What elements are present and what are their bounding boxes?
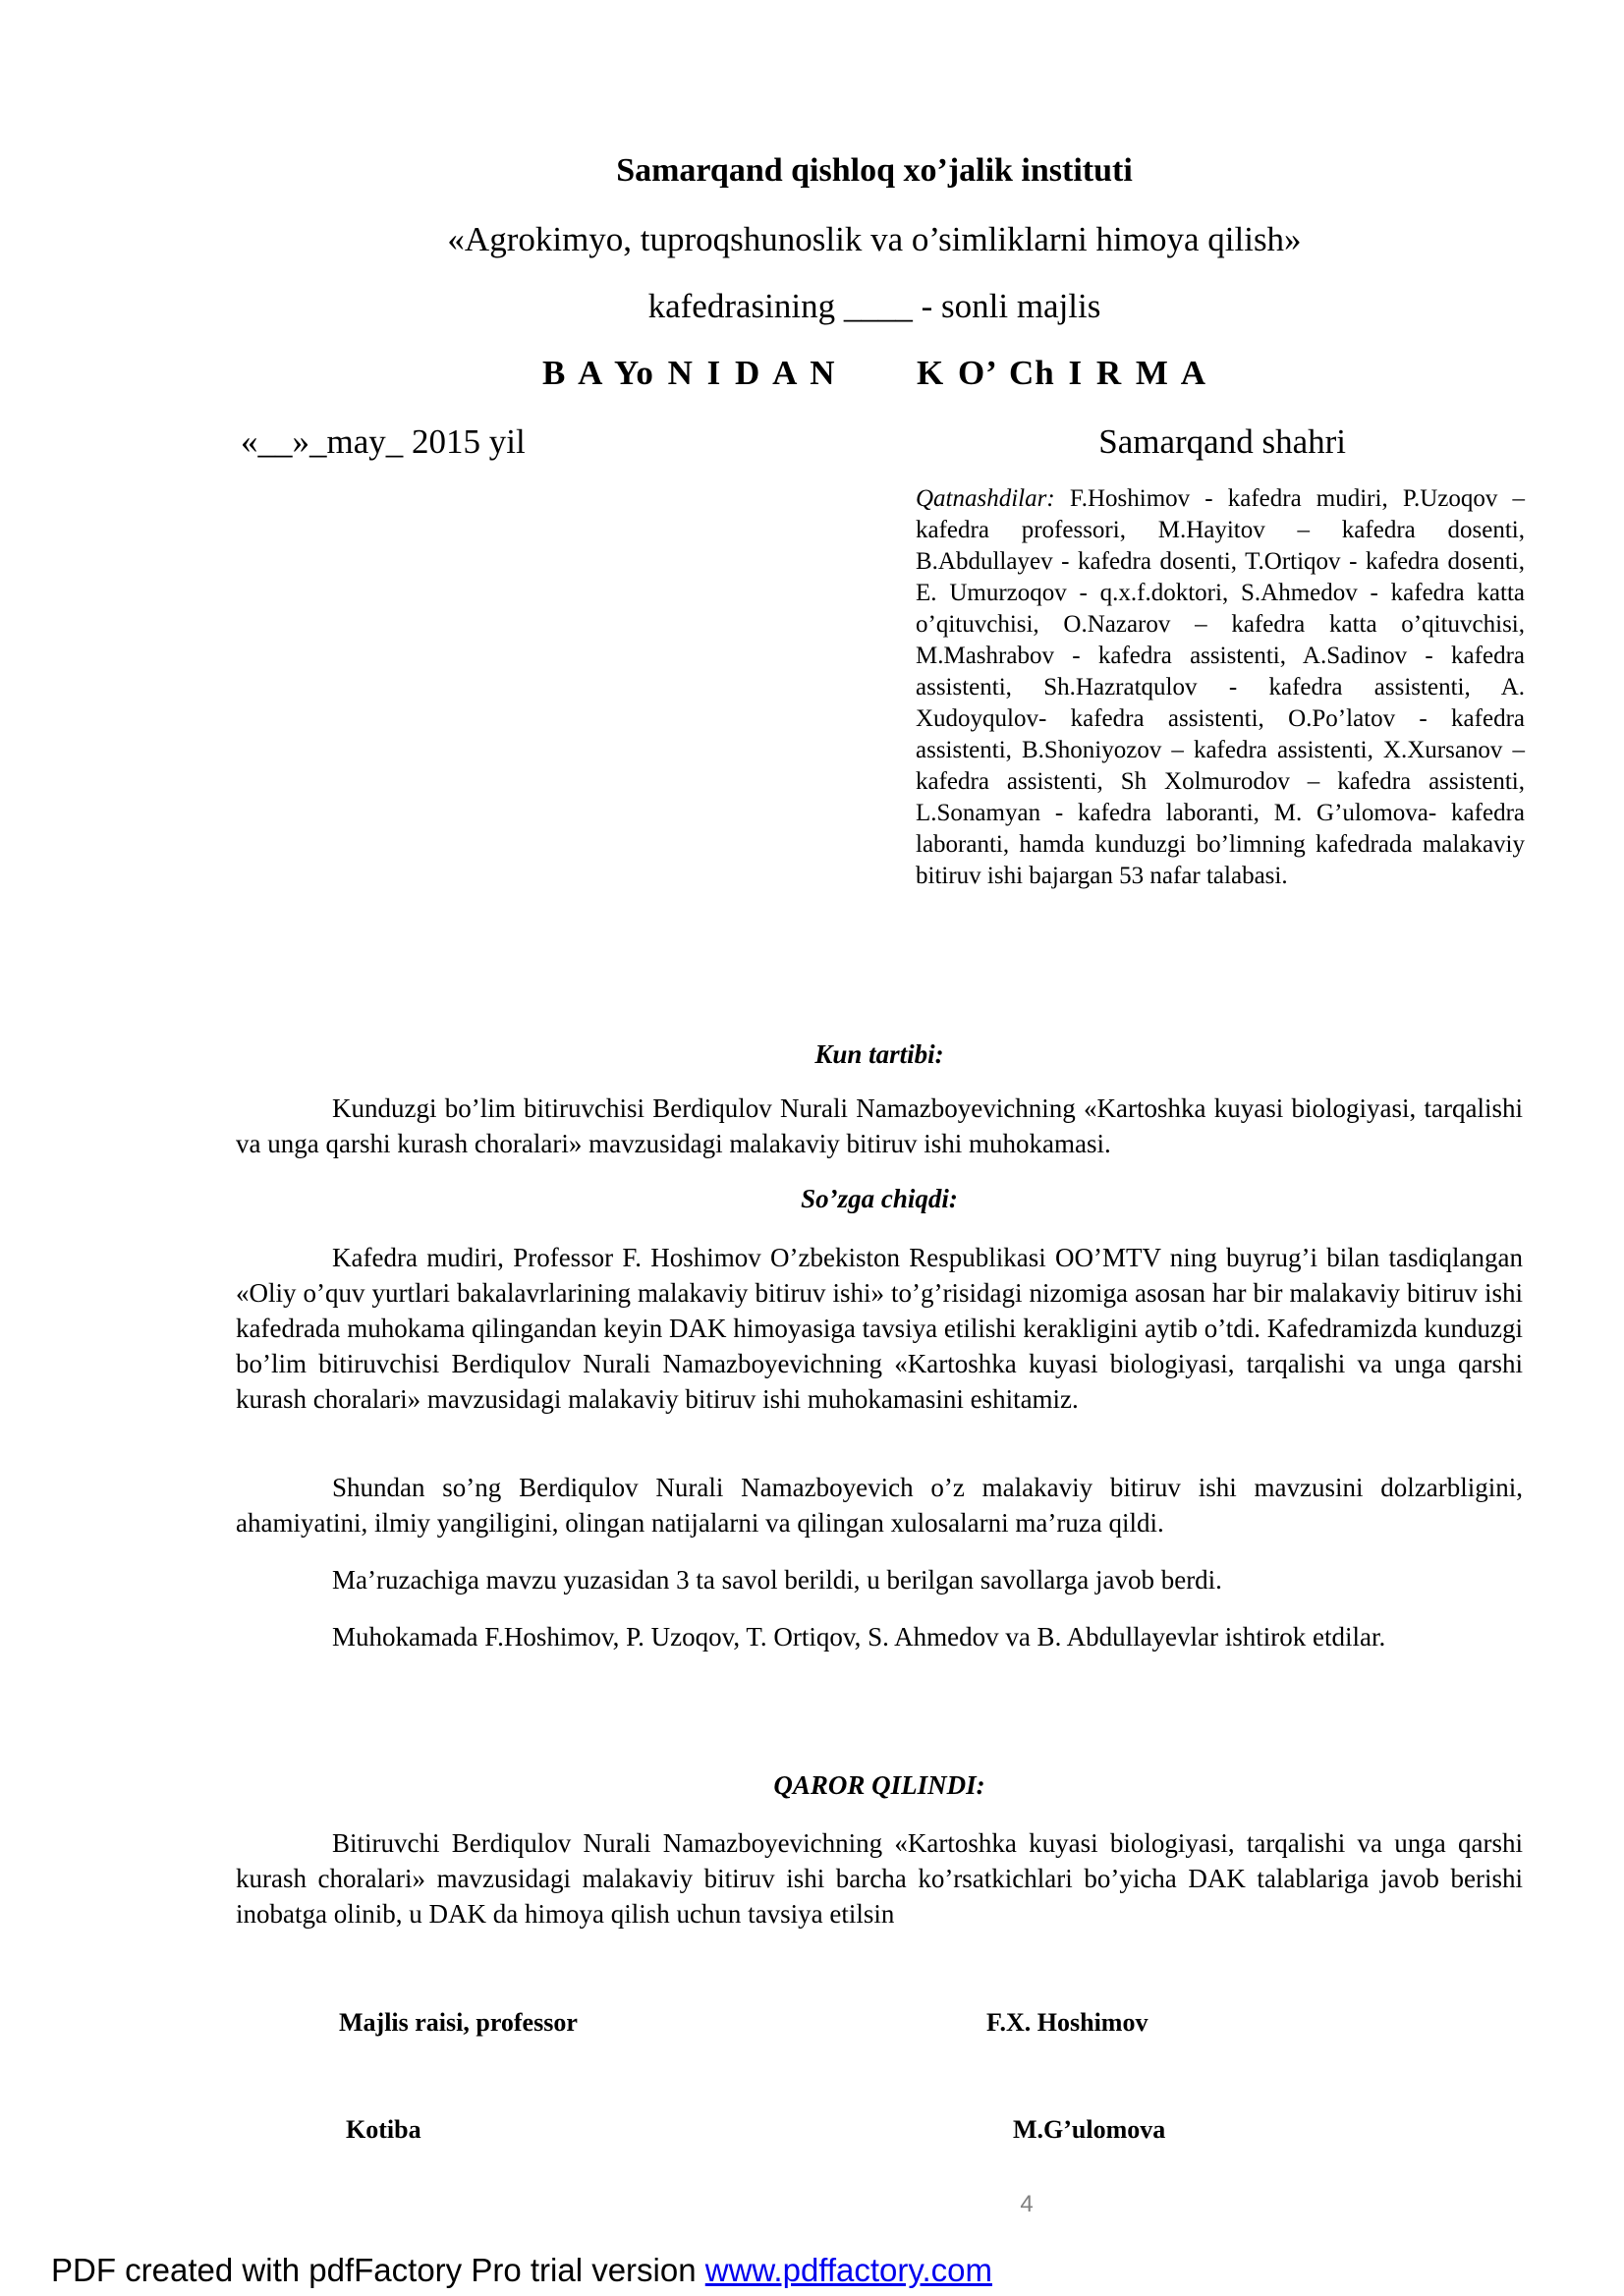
- speech-paragraph-3: Ma’ruzachiga mavzu yuzasidan 3 ta savol berildi, u berilgan savollarga javob berdi.: [332, 1565, 1222, 1595]
- chair-name: F.X. Hoshimov: [986, 2008, 1148, 2037]
- department-name: «Agrokimyo, tuproqshunoslik va o’simliklarni himoya qilish»: [447, 220, 1302, 258]
- speech-paragraph-1: Kafedra mudiri, Professor F. Hoshimov O’zbekiston Respublikasi OO’MTV ning buyrug’i bilan tasdiqlangan «Oliy o’quv yurtlari bakalavrlarining malakaviy bitiruv ishi» to’g’risidagi nizomiga asosan har bir malakaviy bitiruv ishi kafedrada muhokama qilingandan keyin DAK himoyasiga tavsiya etilishi kerakligini aytib o’tdi. Kafedramizda kunduzgi bo’lim bitiruvchisi Berdiqulov Nurali Namazboyevichning «Kartoshka kuyasi biologiyasi, tarqalishi va unga qarshi kurash choralari» mavzusidagi malakaviy bitiruv ishi muhokamasini eshitamiz.: [236, 1243, 1523, 1414]
- participants-block: [916, 483, 1525, 892]
- participants-list: F.Hoshimov - kafedra mudiri, P.Uzoqov – kafedra professori, M.Hayitov – kafedra dosenti, B.Abdullayev - kafedra dosenti, T.Ortiqov - kafedra dosenti, E. Umurzoqov - q.x.f.doktori, S.Ahmedov - kafedra katta o’qituvchisi, O.Nazarov – kafedra katta o’qituvchisi, M.Mashrabov - kafedra assistenti, A.Sadinov - kafedra assistenti, Sh.Hazratqulov - kafedra assistenti, A. Xudoyqulov- kafedra assistenti, O.Po’latov - kafedra assistenti, B.Shoniyozov – kafedra assistenti, X.Xursanov – kafedra assistenti, Sh Xolmurodov – kafedra assistenti, L.Sonamyan - kafedra laboranti, M. G’ulomova- kafedra laboranti, hamda kunduzgi bo’limning kafedrada malakaviy bitiruv ishi bajargan 53 nafar talabasi.: [916, 485, 1525, 889]
- footer-link[interactable]: www.pdffactory.com: [704, 2252, 992, 2288]
- decision-heading: QAROR QILINDI:: [773, 1770, 985, 1800]
- participants-label: Qatnashdilar:: [916, 485, 1055, 512]
- secretary-name: M.G’ulomova: [1013, 2115, 1166, 2144]
- speech-paragraph-2: Shundan so’ng Berdiqulov Nurali Namazboyevich o’z malakaviy bitiruv ishi mavzusini dolzarbligini, ahamiyatini, ilmiy yangiligini, olingan natijalarni va qilingan xulosalarni ma’ruza qildi.: [236, 1473, 1523, 1538]
- speech-paragraph-4: Muhokamada F.Hoshimov, P. Uzoqov, T. Ortiqov, S. Ahmedov va B. Abdullayevlar ishtirok etdilar.: [332, 1622, 1386, 1652]
- agenda-text: Kunduzgi bo’lim bitiruvchisi Berdiqulov Nurali Namazboyevichning «Kartoshka kuyasi biologiyasi, tarqalishi va unga qarshi kurash choralari» mavzusidagi malakaviy bitiruv ishi muhokamasi.: [236, 1093, 1523, 1158]
- footer-text: PDF created with pdfFactory Pro trial version: [51, 2252, 705, 2288]
- decision-text: Bitiruvchi Berdiqulov Nurali Namazboyevichning «Kartoshka kuyasi biologiyasi, tarqalishi va unga qarshi kurash choralari» mavzusidagi malakaviy bitiruv ishi barcha ko’rsatkichlari bo’yicha DAK talablariga javob berishi inobatga olinib, u DAK da himoya qilish uchun tavsiya etilsin: [236, 1828, 1523, 1929]
- document-title: B A Yo N I D A N K O’ Ch I R M A: [542, 354, 1206, 392]
- institution-title: Samarqand qishloq xo’jalik instituti: [616, 152, 1133, 189]
- chair-role: Majlis raisi, professor: [339, 2008, 578, 2037]
- pdf-footer: [51, 2252, 992, 2289]
- document-date: «__»_may_ 2015 yil: [241, 422, 526, 461]
- session-number: kafedrasining ____ - sonli majlis: [647, 287, 1101, 325]
- page-number: 4: [1020, 2191, 1034, 2217]
- speeches-heading: So’zga chiqdi:: [801, 1184, 958, 1213]
- agenda-heading: Kun tartibi:: [814, 1039, 944, 1069]
- document-city: Samarqand shahri: [1098, 422, 1346, 461]
- secretary-role: Kotiba: [346, 2115, 421, 2144]
